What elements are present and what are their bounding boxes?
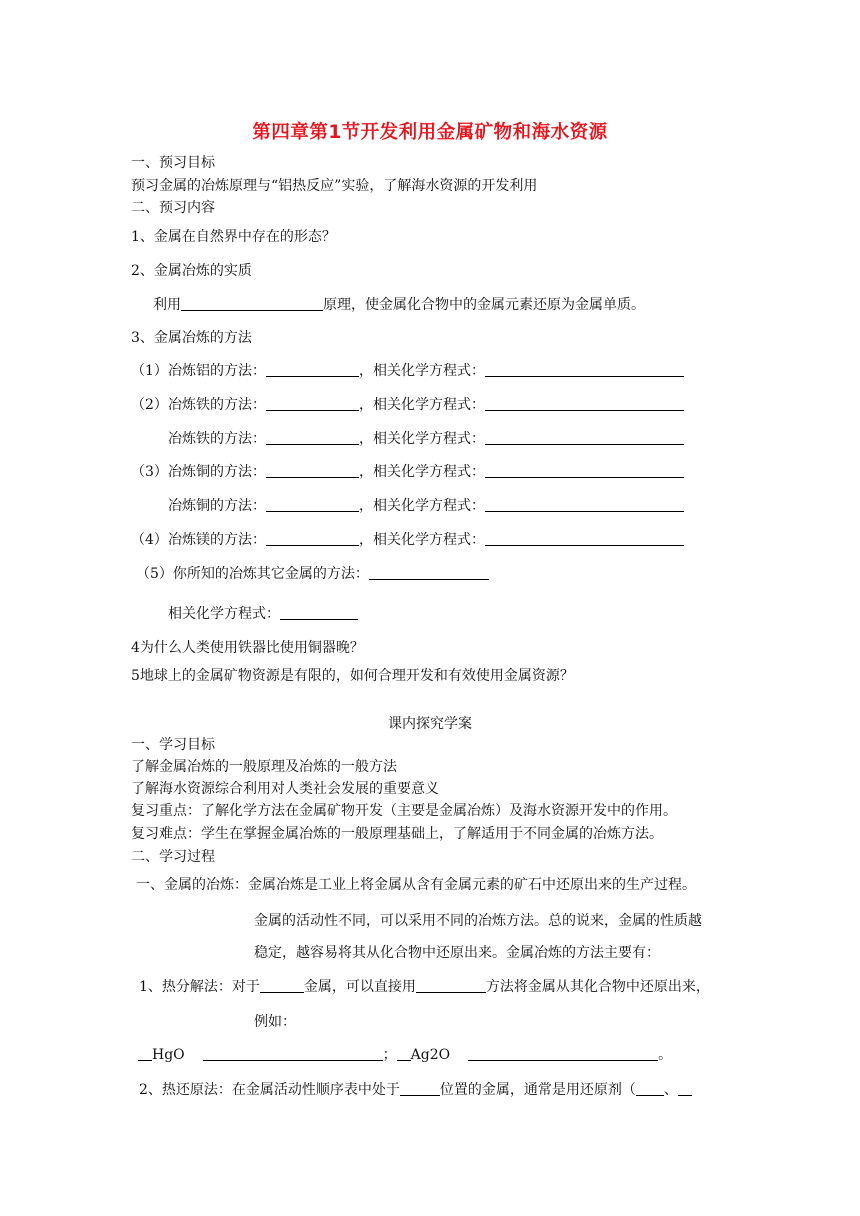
- study-section-heading: 课内探究学案: [388, 716, 472, 732]
- equation-blank[interactable]: [485, 531, 684, 546]
- example-label: 例如：: [254, 1014, 296, 1030]
- equation-blank[interactable]: [468, 1047, 658, 1061]
- question-4: 4为什么人类使用铁器比使用铜器晚？: [131, 640, 364, 656]
- preview-goal-text: 预习金属的冶炼原理与“铝热反应”实验，了解海水资源的开发利用: [131, 178, 538, 194]
- metal-smelting-intro: 一、金属的冶炼：金属冶炼是工业上将金属从含有金属元素的矿石中还原出来的生产过程。: [136, 877, 696, 893]
- method-blank[interactable]: [266, 497, 359, 512]
- equation-blank[interactable]: [485, 430, 684, 445]
- metal-smelting-text-2: 稳定，越容易将其从化合物中还原出来。金属冶炼的方法主要有：: [254, 945, 660, 961]
- example-equations-line: HgO ； Ag2O 。: [138, 1046, 672, 1064]
- study-goal-heading: 一、学习目标: [131, 737, 215, 753]
- fill-blank[interactable]: [260, 979, 304, 993]
- equation-blank[interactable]: [485, 396, 684, 411]
- method-row: 冶炼铜的方法： ，相关化学方程式：: [131, 497, 684, 515]
- method-row: 冶炼铁的方法： ，相关化学方程式：: [131, 430, 684, 448]
- fill-blank[interactable]: [678, 1082, 692, 1096]
- coefficient-blank[interactable]: [397, 1047, 411, 1061]
- method-row: （1）冶炼铝的方法： ，相关化学方程式：: [131, 362, 684, 380]
- other-metals-row: （5）你所知的冶炼其它金属的方法：: [136, 565, 489, 583]
- method-blank[interactable]: [266, 463, 359, 478]
- equation-blank[interactable]: [203, 1047, 383, 1061]
- fill-blank[interactable]: [416, 979, 486, 993]
- thermal-reduction-line: 2、热还原法：在金属活动性顺序表中处于 位置的金属，通常是用还原剂（ 、: [139, 1081, 692, 1099]
- fill-blank[interactable]: [400, 1082, 440, 1096]
- method-blank[interactable]: [266, 430, 359, 445]
- fill-blank[interactable]: [636, 1082, 664, 1096]
- question-3: 3、金属冶炼的方法: [131, 330, 252, 346]
- method-row: （2）冶炼铁的方法： ，相关化学方程式：: [131, 396, 684, 414]
- equation-blank[interactable]: [485, 463, 684, 478]
- other-method-blank[interactable]: [369, 565, 489, 580]
- thermal-decomposition-line: 1、热分解法：对于 金属，可以直接用 方法将金属从其化合物中还原出来，: [139, 979, 710, 995]
- other-equation-blank[interactable]: [280, 605, 358, 620]
- equation-blank[interactable]: [485, 362, 684, 377]
- other-equation-row: 相关化学方程式：: [168, 605, 358, 623]
- method-row: （4）冶炼镁的方法： ，相关化学方程式：: [131, 531, 684, 549]
- question-2: 2、金属冶炼的实质: [131, 263, 252, 279]
- preview-content-heading: 二、预习内容: [131, 200, 215, 216]
- study-process-heading: 二、学习过程: [131, 849, 215, 865]
- document-title: 第四章第1节开发利用金属矿物和海水资源: [252, 122, 608, 143]
- equation-blank[interactable]: [485, 497, 684, 512]
- fill-blank[interactable]: [181, 297, 323, 311]
- study-goal-2: 了解海水资源综合利用对人类社会发展的重要意义: [131, 781, 439, 797]
- study-difficulty: 复习难点：学生在掌握金属冶炼的一般原理基础上，了解适用于不同金属的冶炼方法。: [131, 826, 663, 842]
- study-key-point: 复习重点：了解化学方法在金属矿物开发（主要是金属冶炼）及海水资源开发中的作用。: [131, 803, 677, 819]
- method-row: （3）冶炼铜的方法： ，相关化学方程式：: [131, 463, 684, 481]
- method-blank[interactable]: [266, 396, 359, 411]
- question-5: 5地球上的金属矿物资源是有限的，如何合理开发和有效使用金属资源？: [131, 668, 574, 684]
- question-1: 1、金属在自然界中存在的形态？: [131, 229, 336, 245]
- metal-smelting-text-1: 金属的活动性不同，可以采用不同的冶炼方法。总的说来，金属的性质越: [254, 913, 702, 929]
- study-goal-1: 了解金属冶炼的一般原理及冶炼的一般方法: [131, 759, 397, 775]
- method-blank[interactable]: [266, 362, 359, 377]
- question-2-fill-line: 利用 原理，使金属化合物中的金属元素还原为金属单质。: [153, 297, 645, 313]
- method-blank[interactable]: [266, 531, 359, 546]
- preview-goal-heading: 一、预习目标: [131, 155, 215, 171]
- coefficient-blank[interactable]: [138, 1047, 152, 1061]
